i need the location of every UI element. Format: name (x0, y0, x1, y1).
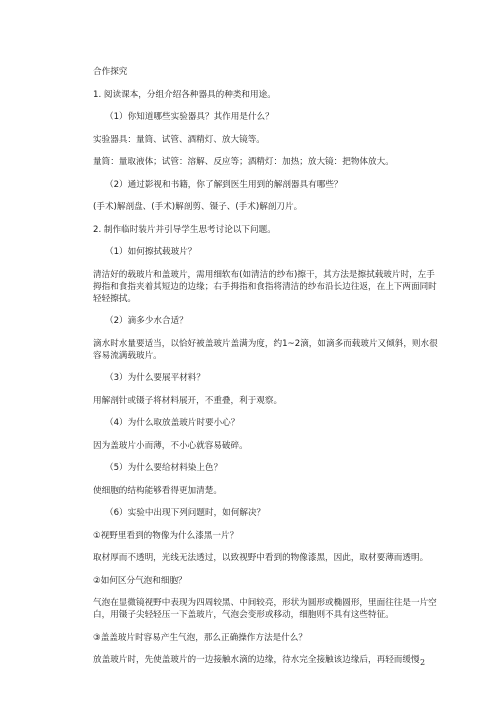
text-line: （1）你知道哪些实验器具？其作用是什么？ (105, 112, 274, 122)
text-line: （2）通过影视和书籍，你了解到医生用到的解剖器具有哪些？ (105, 179, 343, 190)
text-line: ②如何区分气泡和细胞？ (93, 575, 187, 586)
text-line: 因为盖玻片小而薄，不小心就容易破碎。 (93, 440, 248, 451)
text-line: 使细胞的结构能够看得更加清楚。 (93, 485, 222, 496)
document-body (93, 66, 438, 677)
text-line: （3）为什么要展平材料？ (105, 373, 205, 383)
text-line: （6）实验中出现下列问题时，如何解决？ (105, 508, 266, 518)
text-line: （1）如何擦拭载玻片？ (105, 247, 197, 257)
text-line: （2）滴多少水合适？ (105, 316, 188, 326)
text-line: 放盖玻片时，先使盖玻片的一边接触水滴的边缘，待水完全接触该边缘后，再轻而缓慢 (93, 655, 420, 665)
text-line: ③盖盖玻片时容易产生气泡，那么正确操作方法是什么？ (93, 632, 307, 643)
text-line: 1. 阅读课本，分组介绍各种器具的种类和用途。 (93, 89, 276, 100)
text-line: 合作探究 (93, 67, 128, 77)
text-line: 取材厚而不透明，光线无法透过，以致视野中看到的物像漆黑，因此，取材要薄而透明。 (93, 553, 429, 563)
text-line: （4）为什么取放盖玻片时要小心？ (105, 418, 240, 428)
text-line: 用解剖针或镊子将材料展开，不重叠，利于观察。 (93, 395, 283, 406)
text-line: (手术)解剖盘、(手术)解剖剪、镊子、(手术)解剖刀片。 (93, 202, 303, 212)
text-line: 实验器具：量筒、试管、酒精灯、放大镜等。 (93, 134, 265, 145)
text-line: 滴水时水量要适当，以恰好被盖玻片盖满为度，约1~2滴，如滴多而载玻片又倾斜，则水很容易流满载玻片。 (93, 338, 438, 361)
text-line: 量筒：量取液体；试管：溶解、反应等；酒精灯：加热；放大镜：把物体放大。 (93, 157, 394, 167)
text-line: ①视野里看到的物像为什么漆黑一片？ (93, 530, 239, 541)
text-line: 2. 制作临时装片并引导学生思考讨论以下问题。 (93, 224, 276, 235)
text-line: 气泡在显微镜视野中表现为四周较黑、中间较亮，形状为圆形或椭圆形，里面往往是一片空白，用镊子尖轻轻压一下盖玻片，气泡会变形或移动，细胞则不具有这些特征。 (93, 598, 437, 620)
text-line: 清洁好的载玻片和盖玻片，需用细软布(如清洁的纱布)擦干，其方法是擦拭载玻片时，左手拇指和食指夹着其短边的边缘；右手拇指和食指将清洁的纱布沿长边往返，在上下两面同时轻轻擦拭。 (93, 269, 437, 304)
text-line: （5）为什么要给材料染上色？ (105, 463, 223, 473)
page-number: 2 (420, 658, 426, 667)
